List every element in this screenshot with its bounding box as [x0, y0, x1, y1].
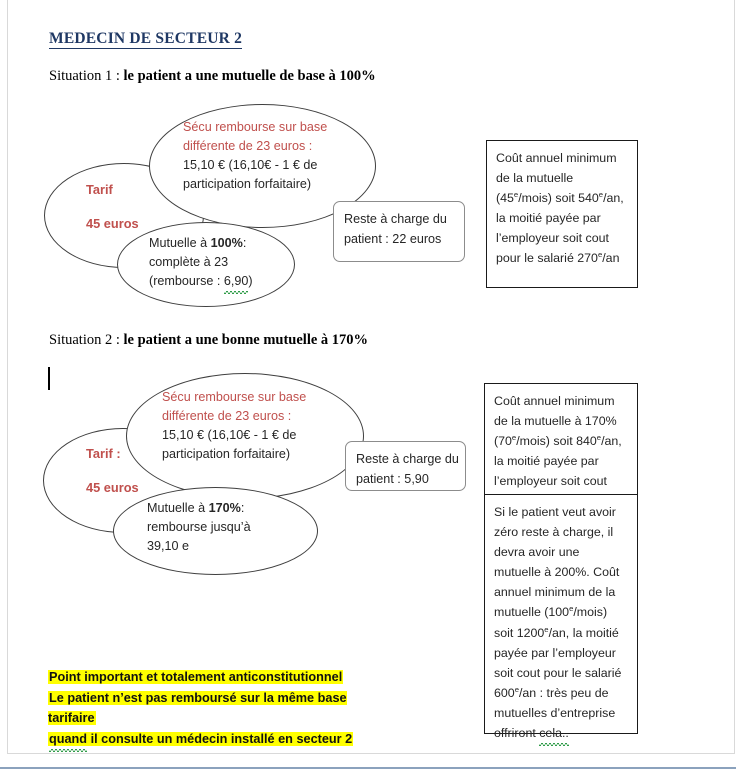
tarif-label-1: Tarif [86, 182, 113, 197]
mutuelle-200-note-box [484, 494, 638, 741]
page-title: MEDECIN DE SECTEUR 2 [49, 30, 242, 49]
situation-2-heading [49, 332, 368, 349]
cout-1-salarie-b: /an [602, 251, 620, 266]
cout-1-mois-a: (45 [496, 191, 514, 206]
cout-line-1d: la moitié payée par [496, 211, 601, 226]
note-soit-a: soit 1200 [494, 625, 545, 640]
reste-a-charge-box-1 [333, 201, 465, 262]
note-line-4: mutuelle à 200%. Coût [494, 565, 620, 580]
secu-ellipse-1-text [183, 118, 343, 195]
rembourse-suffix-1: ) [248, 274, 253, 289]
note-soit-b: /an, la moitié [548, 625, 619, 640]
mutuelle-suffix-1: : [242, 236, 247, 250]
tarif-label-2: Tarif : [86, 446, 121, 461]
cout-line-1a: Coût annuel minimum [496, 151, 617, 165]
mutuelle-200-note-text [494, 502, 632, 743]
footer-line-2 [48, 688, 378, 729]
mutuelle-suffix-2: : [240, 501, 245, 515]
tarif-ellipse-1-text [86, 180, 196, 234]
situation-1-bold: le patient a une mutuelle de base à 100% [123, 68, 376, 84]
note-offriront-prefix: offriront [494, 726, 540, 741]
reste-line-1a: Reste à charge du [344, 212, 447, 226]
reste-line-2a: Reste à charge du [356, 452, 459, 466]
reste-line-1b: patient : 22 euros [344, 231, 442, 246]
situation-1-heading [49, 68, 376, 85]
cout-line-2c [494, 431, 632, 451]
mutuelle-prefix-1: Mutuelle à [149, 236, 211, 250]
cout-line-2e: l’employeur soit cout [494, 474, 607, 489]
tarif-amount-2: 45 euros [86, 480, 139, 496]
footer-misspelled-word: quand [49, 729, 87, 750]
cout-1-salarie-a: pour le salarié 270 [496, 251, 598, 266]
rembourse-prefix-1: (rembourse : [149, 274, 224, 289]
mutuelle-line-2b: rembourse jusqu’à [147, 520, 251, 535]
secu-ellipse-2-text [162, 388, 324, 465]
note-line-2: zéro reste à charge, il [494, 525, 614, 540]
mutuelle-line-1a [149, 234, 299, 253]
mutuelle-ellipse-1-text [149, 234, 299, 291]
note-line-6 [494, 602, 632, 622]
mutuelle-line-1b: complète à 23 [149, 255, 229, 270]
mutuelle-pct-1: 100% [210, 236, 243, 250]
cout-annuel-box-1-text [496, 148, 632, 269]
cout-line-2a: Coût annuel minimum [494, 394, 615, 408]
cout-line-1c [496, 188, 632, 208]
footer-line-1 [48, 667, 378, 688]
situation-1-label: Situation 1 : [49, 68, 124, 84]
note-600-a: 600 [494, 685, 515, 700]
euro-sup-icon: e [596, 433, 602, 443]
mutuelle-line-2a [147, 499, 307, 518]
footer-highlight-note [48, 667, 378, 749]
cout-2-mois-a: (70 [494, 434, 512, 449]
note-mutuelle-b: /mois) [573, 605, 608, 620]
note-offriront-value: cela.. [539, 723, 569, 743]
text-caret [48, 367, 50, 390]
note-mutuelle-a: mutuelle (100 [494, 605, 570, 620]
note-line-8: payée par l’employeur [494, 645, 616, 660]
cout-1-mois-c: /an, [603, 191, 624, 206]
mutuelle-pct-2: 170% [208, 501, 241, 515]
footer-line-3 [48, 729, 378, 750]
euro-sup-icon: e [598, 190, 604, 200]
cout-line-1b: de la mutuelle [496, 171, 574, 186]
situation-2-bold: le patient a une bonne mutuelle à 170% [123, 332, 369, 348]
footer-line-3-rest: il consulte un médecin installé en secteur 2 [87, 731, 353, 746]
cout-line-1e: l’employeur soit cout [496, 231, 609, 246]
mutuelle-ellipse-2-text [147, 499, 307, 556]
euro-sup-icon: e [513, 190, 519, 200]
euro-sup-icon: e [597, 250, 603, 260]
euro-sup-icon: e [569, 604, 574, 614]
rembourse-value-1: 6,90 [224, 272, 249, 291]
reste-line-2b: patient : 5,90 [356, 471, 429, 486]
note-line-5: annuel minimum de la [494, 585, 616, 600]
tarif-amount-1: 45 euros [86, 216, 139, 232]
note-line-9: soit cout pour le salarié [494, 665, 622, 680]
note-600-b: /an : très peu de [518, 685, 609, 700]
reste-a-charge-box-2 [345, 441, 466, 491]
cout-line-1f [496, 248, 632, 268]
secu-red-line-2a: Sécu rembourse sur base [162, 390, 307, 404]
footer-line-2-text: Le patient n’est pas remboursé sur la même base tarifaire [48, 690, 347, 726]
euro-sup-icon: e [544, 624, 549, 634]
cout-line-2d: la moitié payée par [494, 454, 599, 469]
secu-red-line-1b: différente de 23 euros : [183, 139, 313, 154]
cout-2-mois-b: /mois) soit 840 [516, 434, 597, 449]
mutuelle-line-1c [149, 272, 299, 291]
cout-1-mois-b: /mois) soit 540 [518, 191, 599, 206]
secu-red-line-1a: Sécu rembourse sur base [183, 120, 328, 134]
footer-line-1-text: Point important et totalement anticonstitutionnel [49, 670, 343, 684]
cout-annuel-box-1 [486, 140, 638, 288]
secu-black-line-2b: participation forfaitaire) [162, 447, 291, 462]
reste-a-charge-box-2-text [356, 450, 459, 489]
window-bottom-filler [0, 769, 736, 774]
secu-red-line-2b: différente de 23 euros : [162, 409, 292, 424]
euro-sup-icon: e [511, 433, 517, 443]
note-line-11: mutuelles d’entreprise [494, 705, 616, 720]
cout-2-mois-c: /an, [601, 434, 622, 449]
footer-line-3-text [48, 732, 353, 746]
note-line-10 [494, 683, 632, 703]
note-line-3: devra avoir une [494, 545, 580, 560]
mutuelle-line-2c: 39,10 e [147, 539, 190, 554]
secu-black-line-1a: 15,10 € (16,10€ - 1 € de [183, 158, 318, 173]
cout-line-2b: de la mutuelle à 170% [494, 414, 617, 429]
note-line-7 [494, 623, 632, 643]
note-line-1: Si le patient veut avoir [494, 505, 616, 519]
secu-black-line-2a: 15,10 € (16,10€ - 1 € de [162, 428, 297, 443]
euro-sup-icon: e [514, 684, 519, 694]
reste-a-charge-box-1-text [344, 210, 458, 249]
note-line-12 [494, 723, 632, 743]
mutuelle-prefix-2: Mutuelle à [147, 501, 209, 515]
secu-black-line-1b: participation forfaitaire) [183, 177, 312, 192]
situation-2-label: Situation 2 : [49, 332, 124, 348]
